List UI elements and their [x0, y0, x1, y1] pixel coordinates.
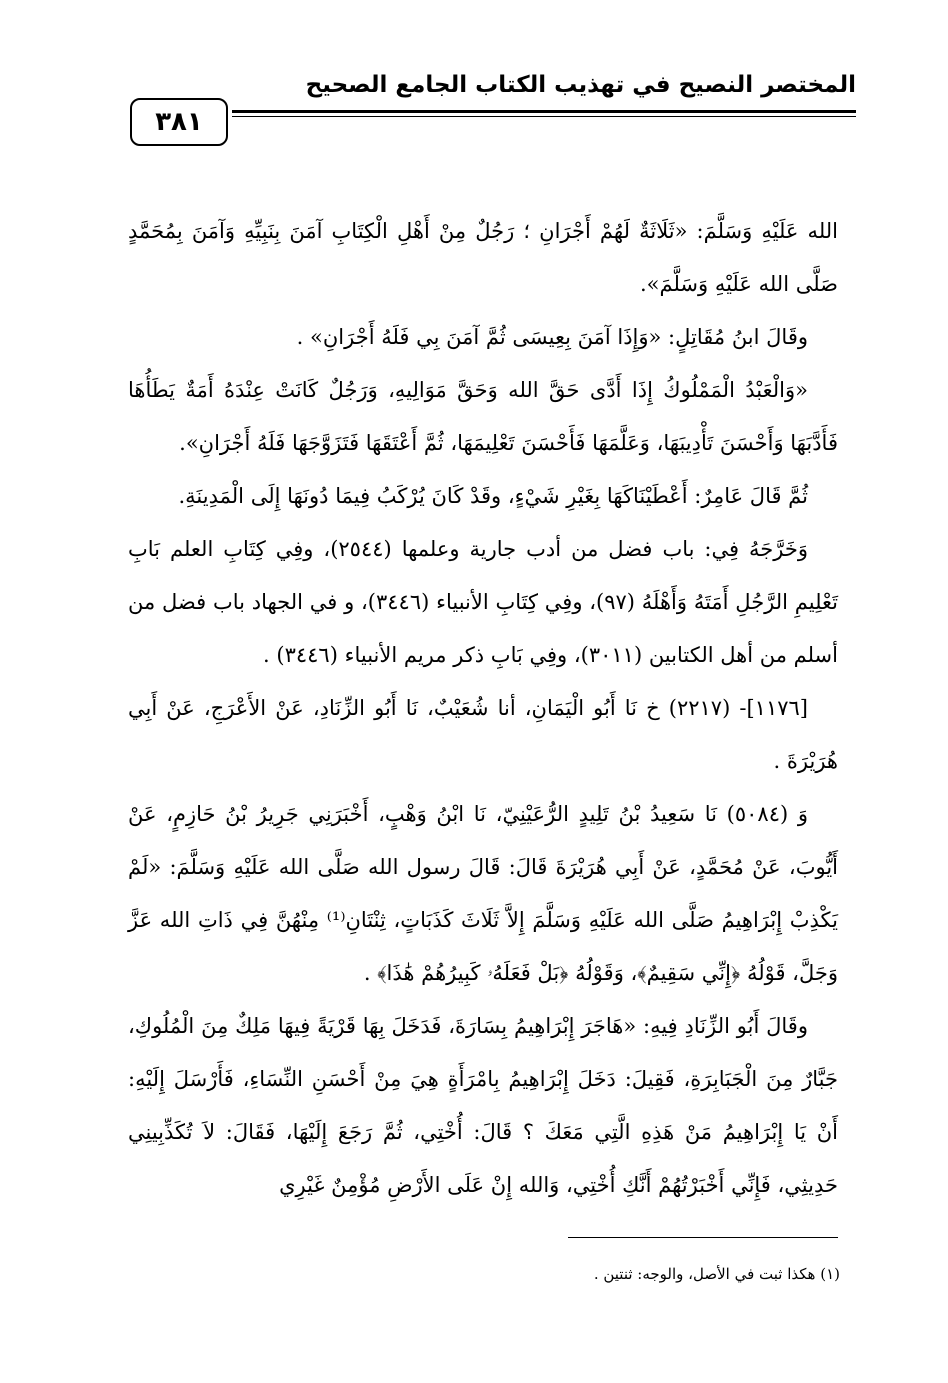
paragraph: وقَالَ أَبُو الزِّنَادِ فِيهِ: «هَاجَرَ إِبْرَاهِيمُ بِسَارَةَ، فَدَخَلَ بِهَا قَرْيَةً فِيهَا مَلِكٌ مِنَ الْمُلُوكِ، جَبَّارٌ مِنَ الْجَبَابِرَةِ، فَقِيلَ: دَخَلَ إِبْرَاهِيمُ بِامْرَأَةٍ هِيَ مِنْ أَحْسَنِ النِّسَاءِ، فَأَرْسَلَ إِلَيْهِ: أَنْ يَا إِبْرَاهِيمُ مَنْ هَذِهِ الَّتِي مَعَكَ ؟ قَالَ: أُخْتِي، ثُمَّ رَجَعَ إِلَيْهَا، فَقَالَ: لاَ تُكَذِّبِينِي حَدِيثِي، فَإِنِّي أَخْبَرْتُهُمْ أَنَّكِ أُخْتِي، وَالله إِنْ عَلَى الأَرْضِ مُؤْمِنٌ غَيْرِي — [128, 1014, 838, 1197]
paragraph: «وَالْعَبْدُ الْمَمْلُوكُ إِذَا أَدَّى حَقَّ الله وَحَقَّ مَوَالِيهِ، وَرَجُلٌ كَانَتْ عِنْدَهُ أَمَةٌ يَطَأُهَا فَأَدَّبَهَا وَأَحْسَنَ تَأْدِيبَهَا، وَعَلَّمَهَا فَأَحْسَنَ تَعْلِيمَهَا، ثُمَّ أَعْتَقَهَا فَتَزَوَّجَهَا فَلَهُ أَجْرَانِ». — [128, 378, 838, 455]
running-title: المختصر النصيح في تهذيب الكتاب الجامع الصحيح — [305, 72, 856, 98]
paragraph: الله عَلَيْهِ وَسَلَّمَ: «ثَلَاثَةٌ لَهُمْ أَجْرَانِ ؛ رَجُلٌ مِنْ أَهْلِ الْكِتَابِ آمَنَ بِنَبِيِّهِ وَآمَنَ بِمُحَمَّدٍ صَلَّى الله عَلَيْهِ وَسَلَّمَ». — [128, 219, 839, 296]
paragraph: وَخَرَّجَهُ فِي: باب فضل من أدب جارية وعلمها (٢٥٤٤)، وفِي كِتَابِ العلم بَابِ تَعْلِيمِ الرَّجُلِ أَمَتَهُ وَأَهْلَهُ (٩٧)، وفِي كِتَابِ الأنبياء (٣٤٤٦)، و في الجهاد باب فضل من أسلم من أهل الكتابين (٣٠١١)، وفِي بَابِ ذكر مريم الأنبياء (٣٤٤٦) . — [128, 537, 839, 667]
main-text — [128, 205, 838, 1212]
paragraph: [١١٧٦]- (٢٢١٧) خ نَا أَبُو الْيَمَانِ، أنا شُعَيْبٌ، نَا أَبُو الزِّنَادِ، عَنْ الأَعْرَجِ، عَنْ أَبِي هُرَيْرَةَ . — [128, 696, 838, 773]
header-rule-thin — [232, 116, 856, 117]
paragraph: وقَالَ ابنُ مُقَاتِلٍ: «وَإِذَا آمَنَ بِعِيسَى ثُمَّ آمَنَ بِي فَلَهُ أَجْرَانِ» . — [296, 325, 808, 349]
page-number: ٣٨١ — [130, 98, 228, 146]
footnote: (١) هكذا ثبت في الأصل، والوجه: ثنتين . — [593, 1265, 840, 1283]
footnote-rule — [568, 1237, 838, 1238]
paragraph: وَ (٥٠٨٤) نَا سَعِيدُ بْنُ تَلِيدٍ الرُّعَيْنِيّ، نَا ابْنُ وَهْبٍ، أَخْبَرَنِي جَرِيرُ بْنُ حَازِمٍ، عَنْ أَيُّوبَ، عَنْ مُحَمَّدٍ، عَنْ أَبِي هُرَيْرَةَ قَالَ: قَالَ رسول الله صَلَّى الله عَلَيْهِ وَسَلَّمَ: «لَمْ يَكْذِبْ إِبْرَاهِيمُ صَلَّى الله عَلَيْهِ وَسَلَّمَ إِلاَّ ثَلَاثَ كَذَبَاتٍ، ثِنْتَانِ⁽¹⁾ مِنْهُنَّ فِي ذَاتِ الله عَزَّ وَجَلَّ، قَوْلُهُ ﴿إِنِّي سَقِيمٌ﴾، وَقَوْلُهُ ﴿بَلْ فَعَلَهُۥ كَبِيرُهُمْ هَٰذَا﴾ . — [128, 802, 839, 985]
paragraph: ثُمَّ قَالَ عَامِرٌ: أَعْطَيْنَاكَهَا بِغَيْرِ شَيْءٍ، وقَدْ كَانَ يُرْكَبُ فِيمَا دُونَهَا إِلَى الْمَدِينَةِ. — [178, 484, 808, 508]
header-rule-thick — [232, 110, 856, 113]
